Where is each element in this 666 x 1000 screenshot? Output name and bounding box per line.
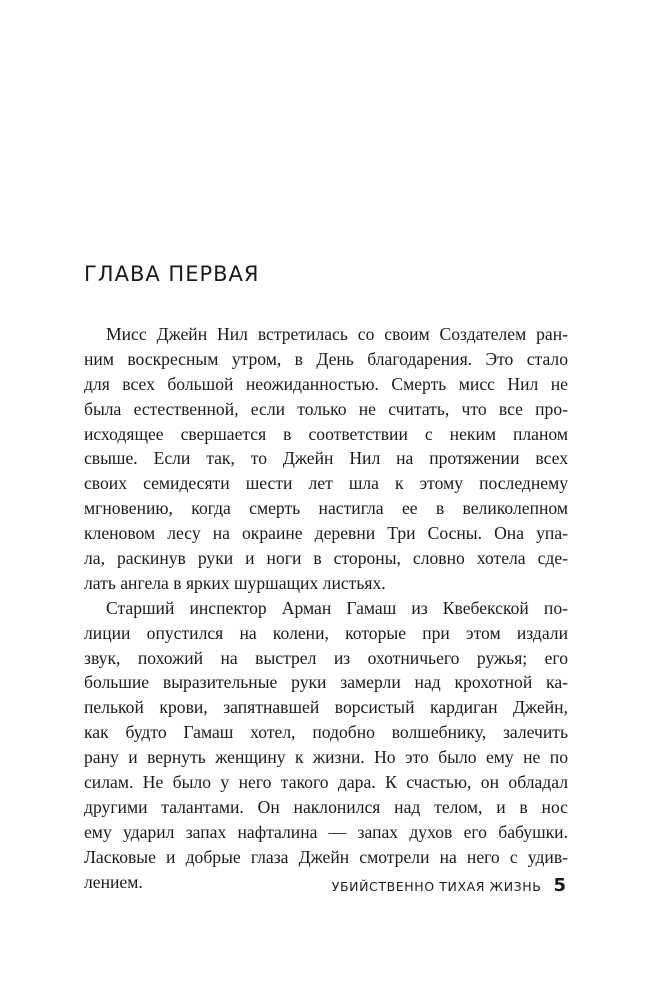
text-line: лать ангела в ярких шуршащих листьях. bbox=[84, 572, 386, 593]
text-line: ему ударил запах нафталина — запах духов его бабушки. bbox=[84, 821, 568, 842]
running-head-book-title: УБИЙСТВЕННО ТИХАЯ ЖИЗНЬ bbox=[331, 879, 542, 894]
text-line: звук, похожий на выстрел из охотничьего ружья; его bbox=[84, 647, 568, 668]
text-line: Старший инспектор Арман Гамаш из Квебекской по- bbox=[106, 597, 568, 618]
text-line: большие выразительные руки замерли над крохотной ка- bbox=[84, 672, 568, 693]
text-line: лиции опустился на колени, которые при этом издали bbox=[84, 622, 568, 643]
text-line: кленовом лесу на окраине деревни Три Сосны. Она упа- bbox=[84, 523, 568, 544]
paragraph bbox=[84, 322, 568, 596]
text-line: другими талантами. Он наклонился над телом, и в нос bbox=[84, 796, 568, 817]
chapter-title: ГЛАВА ПЕРВАЯ bbox=[84, 262, 260, 286]
running-footer bbox=[332, 875, 566, 896]
text-line: Ласковые и добрые глаза Джейн смотрели на него с удив- bbox=[84, 846, 568, 867]
text-line: мгновению, когда смерть настигла ее в великолепном bbox=[84, 498, 568, 519]
text-line: своих семидесяти шести лет шла к этому последнему bbox=[84, 473, 568, 494]
paragraph bbox=[84, 596, 568, 895]
text-line: как будто Гамаш хотел, подобно волшебнику, залечить bbox=[84, 722, 568, 743]
text-line: рану и вернуть женщину к жизни. Но это было ему не по bbox=[84, 747, 568, 768]
text-line: силам. Не было у него такого дара. К счастью, он обладал bbox=[84, 772, 568, 793]
text-line: была естественной, если только не считать, что все про- bbox=[84, 398, 568, 419]
text-line: ним воскресным утром, в День благодарения. Это стало bbox=[84, 348, 568, 369]
body-text bbox=[84, 322, 568, 894]
text-line: ла, раскинув руки и ноги в стороны, словно хотела сде- bbox=[84, 548, 568, 569]
text-line: пелькой крови, запятнавшей ворсистый кардиган Джейн, bbox=[84, 697, 568, 718]
text-line: Мисс Джейн Нил встретилась со своим Создателем ран- bbox=[106, 324, 568, 344]
page-number: 5 bbox=[553, 875, 566, 896]
text-line: свыше. Если так, то Джейн Нил на протяжении всех bbox=[84, 448, 568, 469]
text-line: лением. bbox=[84, 871, 143, 892]
text-line: для всех большой неожиданностью. Смерть мисс Нил не bbox=[84, 373, 568, 394]
text-line: исходящее свершается в соответствии с неким планом bbox=[84, 423, 568, 444]
